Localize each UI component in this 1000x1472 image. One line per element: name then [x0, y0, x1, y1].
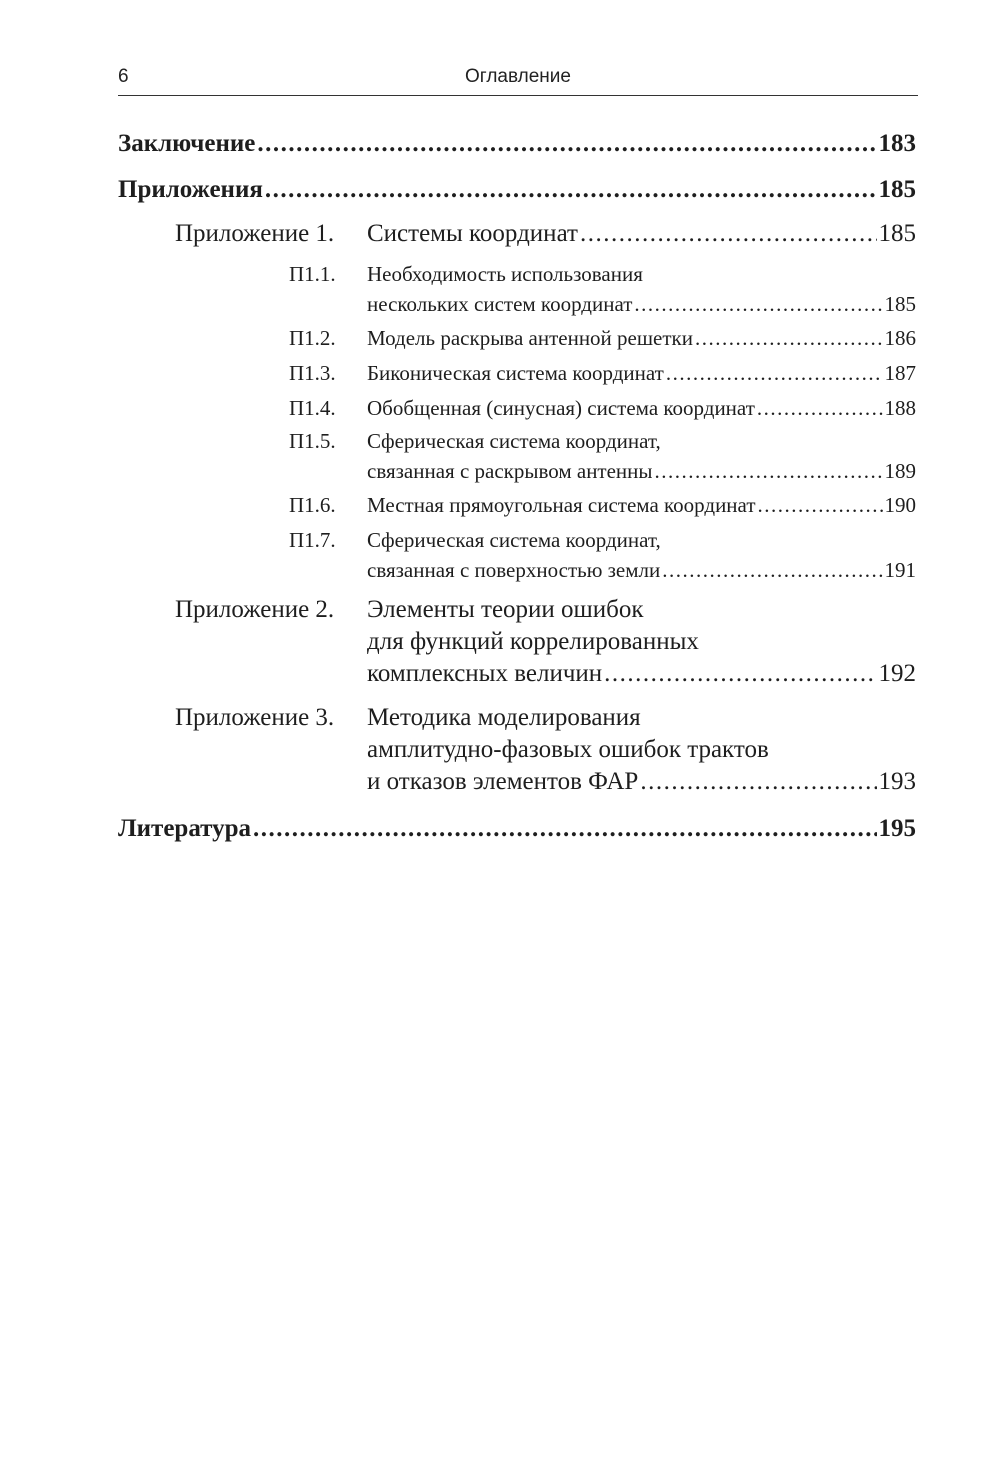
toc-entry-p15-line1[interactable]: Сферическая система координат,: [367, 429, 661, 453]
toc-entry-p14[interactable]: [367, 396, 916, 421]
toc-entry-title: Обобщенная (синусная) система координат: [367, 396, 755, 420]
toc-entry-literature[interactable]: [118, 815, 916, 843]
toc-entry-title: Приложения: [118, 176, 263, 203]
toc-entry-title: связанная с поверхностью земли: [367, 558, 661, 582]
toc-label-app2: Приложение 2.: [175, 596, 335, 623]
toc-entry-title: Местная прямоугольная система координат: [367, 493, 756, 517]
leader-dots: [758, 493, 883, 518]
toc-label-app1: Приложение 1.: [175, 220, 335, 247]
toc-entry-app2[interactable]: [367, 660, 916, 688]
toc-entry-title: Литература: [118, 815, 252, 842]
leader-dots: [634, 292, 882, 317]
toc-entry-app2-line2[interactable]: для функций коррелированных: [367, 628, 699, 655]
page-header: [118, 62, 918, 94]
toc-entry-p11-line1[interactable]: Необходимость использования: [367, 262, 643, 286]
leader-dots: [265, 176, 877, 204]
toc-label-p13: П1.3.: [289, 361, 336, 385]
leader-dots: [640, 768, 876, 796]
toc-page-number: 183: [878, 130, 916, 157]
toc-entry-app3[interactable]: [367, 768, 916, 796]
toc-entry-p17[interactable]: [367, 558, 916, 583]
toc-entry-p16[interactable]: [367, 493, 916, 518]
toc-entry-app3-line1[interactable]: Методика моделирования: [367, 704, 641, 731]
toc-entry-title: нескольких систем координат: [367, 292, 633, 316]
toc-entry-p17-line1[interactable]: Сферическая система координат,: [367, 528, 661, 552]
leader-dots: [580, 220, 877, 248]
toc-page-number: 189: [884, 459, 916, 483]
toc-label-p14: П1.4.: [289, 396, 336, 420]
leader-dots: [257, 130, 876, 158]
toc-page-number: 185: [884, 292, 916, 316]
toc-label-p15: П1.5.: [289, 429, 336, 453]
toc-page-number: 195: [878, 815, 916, 842]
toc-entry-app3-line2[interactable]: амплитудно-фазовых ошибок трактов: [367, 736, 769, 763]
toc-entry-p15[interactable]: [367, 459, 916, 484]
toc-entry-title: связанная с раскрывом антенны: [367, 459, 653, 483]
running-title: Оглавление: [465, 66, 571, 87]
leader-dots: [655, 459, 883, 484]
header-rule: [118, 95, 918, 96]
leader-dots: [604, 660, 876, 688]
toc-entry-conclusion[interactable]: [118, 130, 916, 158]
toc-page-number: 191: [884, 558, 916, 582]
toc-page-number: 188: [884, 396, 916, 420]
toc-entry-title: и отказов элементов ФАР: [367, 768, 639, 795]
toc-entry-title: Биконическая система координат: [367, 361, 664, 385]
leader-dots: [662, 558, 882, 583]
toc-entry-p11[interactable]: [367, 292, 916, 317]
toc-label-p11: П1.1.: [289, 262, 336, 286]
toc-page-number: 190: [884, 493, 916, 517]
toc-entry-p12[interactable]: [367, 326, 916, 351]
toc-label-p12: П1.2.: [289, 326, 336, 350]
toc-entry-title: Заключение: [118, 130, 256, 157]
toc-entry-app1[interactable]: [367, 220, 916, 248]
leader-dots: [757, 396, 883, 421]
leader-dots: [695, 326, 883, 351]
leader-dots: [666, 361, 883, 386]
toc-entry-appendices[interactable]: [118, 176, 916, 204]
toc-page-number: 192: [878, 660, 916, 687]
toc-page-number: 193: [878, 768, 916, 795]
toc-label-app3: Приложение 3.: [175, 704, 335, 731]
toc-page-number: 185: [878, 176, 916, 203]
toc-entry-app2-line1[interactable]: Элементы теории ошибок: [367, 596, 644, 623]
toc-label-p17: П1.7.: [289, 528, 336, 552]
toc-page-number: 187: [884, 361, 916, 385]
toc-entry-p13[interactable]: [367, 361, 916, 386]
toc-entry-title: Системы координат: [367, 220, 578, 247]
leader-dots: [253, 815, 876, 843]
toc-page-number: 186: [884, 326, 916, 350]
toc-label-p16: П1.6.: [289, 493, 336, 517]
toc-entry-title: комплексных величин: [367, 660, 603, 687]
toc-page-number: 185: [878, 220, 916, 247]
toc-entry-title: Модель раскрыва антенной решетки: [367, 326, 693, 350]
page-number: 6: [118, 66, 129, 87]
